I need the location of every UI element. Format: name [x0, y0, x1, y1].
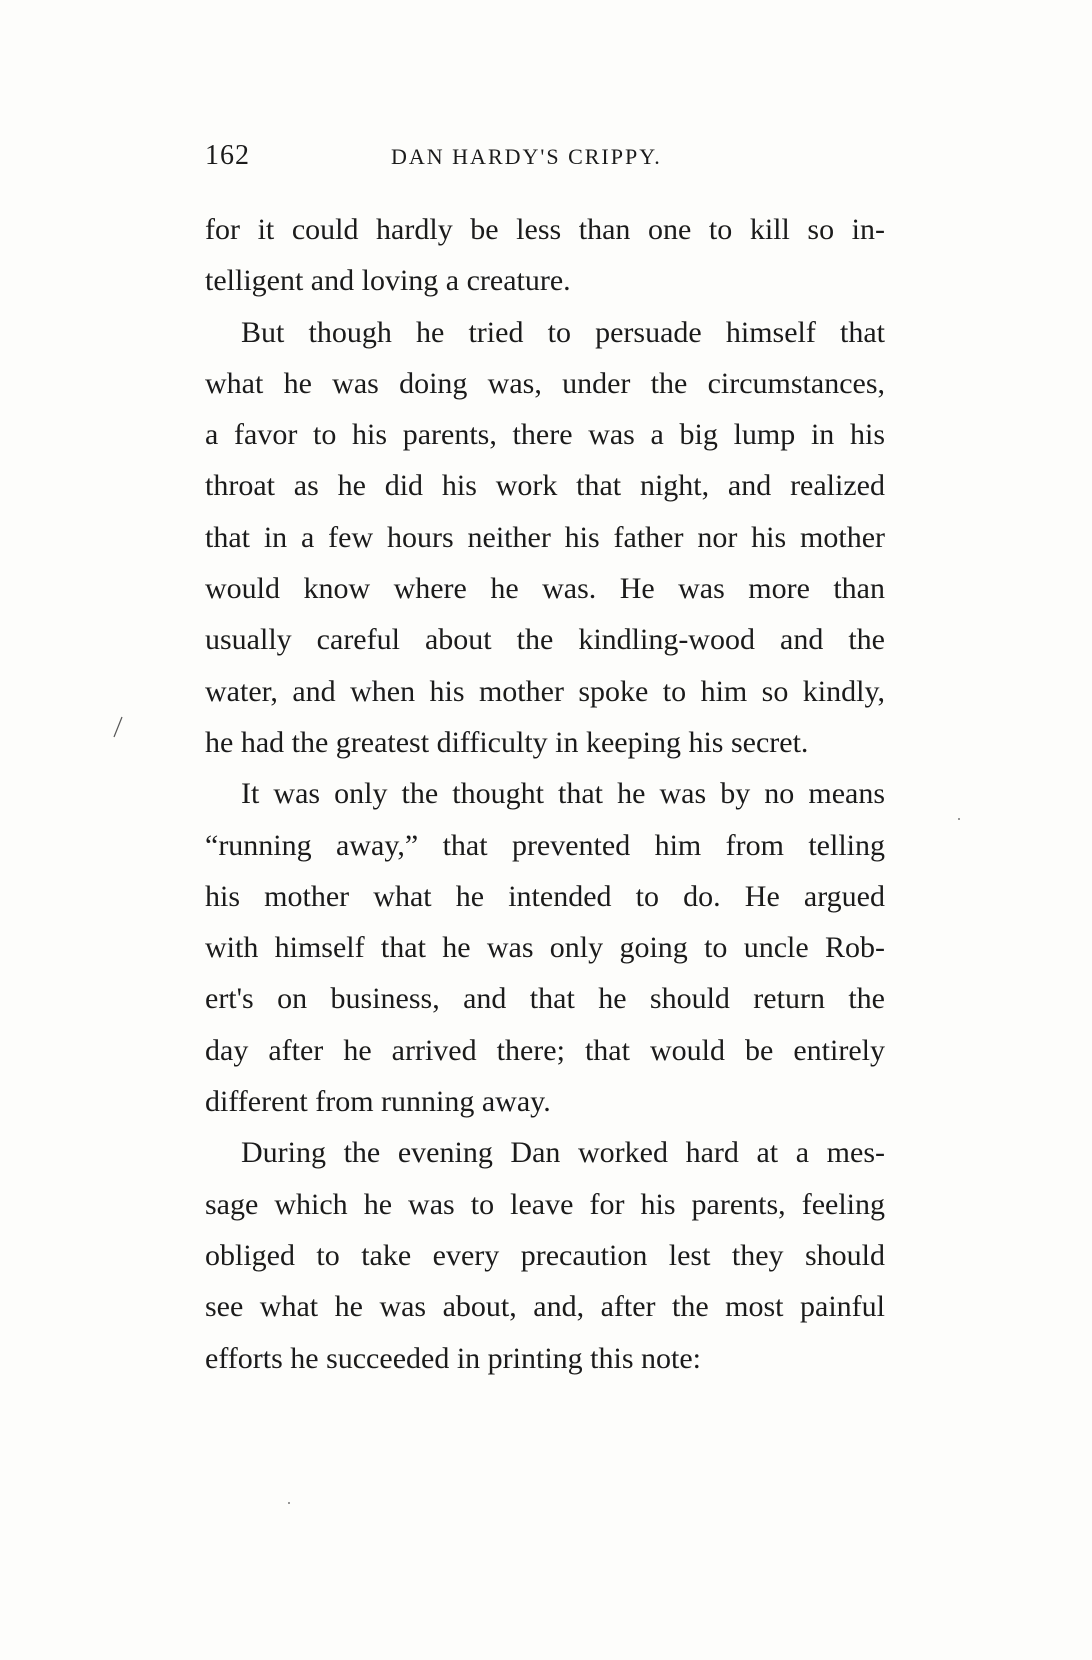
- paragraph-2: [205, 307, 885, 769]
- running-title: DAN HARDY'S CRIPPY.: [391, 144, 662, 169]
- text-line: water, and when his mother spoke to him so kindly,: [205, 674, 885, 708]
- text-line: day after he arrived there; that would be entirely: [205, 1033, 885, 1067]
- text-line: with himself that he was only going to uncle Rob-: [205, 931, 885, 965]
- ink-speck: [288, 1502, 290, 1504]
- body-text: [205, 204, 885, 1384]
- text-line: different from running away.: [205, 1085, 551, 1119]
- text-line: throat as he did his work that night, and realized: [205, 469, 885, 503]
- text-line: It was only the thought that he was by no means: [241, 777, 885, 811]
- ink-speck: [958, 818, 960, 820]
- paragraph-1: [205, 204, 885, 307]
- page-number: 162: [205, 140, 250, 171]
- text-line: his mother what he intended to do. He argued: [205, 879, 885, 913]
- text-line: “running away,” that prevented him from telling: [205, 828, 885, 862]
- pencil-mark: [112, 716, 124, 738]
- text-line: he had the greatest difficulty in keeping his secret.: [205, 725, 809, 759]
- paragraph-4: [205, 1127, 885, 1383]
- text-line: sage which he was to leave for his parents, feeling: [205, 1187, 885, 1221]
- text-line: see what he was about, and, after the most painful: [205, 1290, 885, 1324]
- text-line: efforts he succeeded in printing this note:: [205, 1341, 701, 1375]
- text-line: a favor to his parents, there was a big lump in his: [205, 418, 885, 452]
- paragraph-3: [205, 768, 885, 1127]
- running-head: [205, 140, 885, 180]
- text-line: But though he tried to persuade himself that: [241, 315, 885, 349]
- text-line: During the evening Dan worked hard at a mes-: [241, 1136, 885, 1170]
- text-line: what he was doing was, under the circumstances,: [205, 366, 885, 400]
- text-line: for it could hardly be less than one to kill so in-: [205, 213, 885, 246]
- text-line: ert's on business, and that he should return the: [205, 982, 885, 1016]
- text-line: usually careful about the kindling-wood and the: [205, 623, 885, 657]
- text-line: that in a few hours neither his father nor his mother: [205, 520, 885, 554]
- text-line: obliged to take every precaution lest they should: [205, 1238, 885, 1272]
- text-line: would know where he was. He was more than: [205, 572, 885, 606]
- text-line: telligent and loving a creature.: [205, 264, 571, 298]
